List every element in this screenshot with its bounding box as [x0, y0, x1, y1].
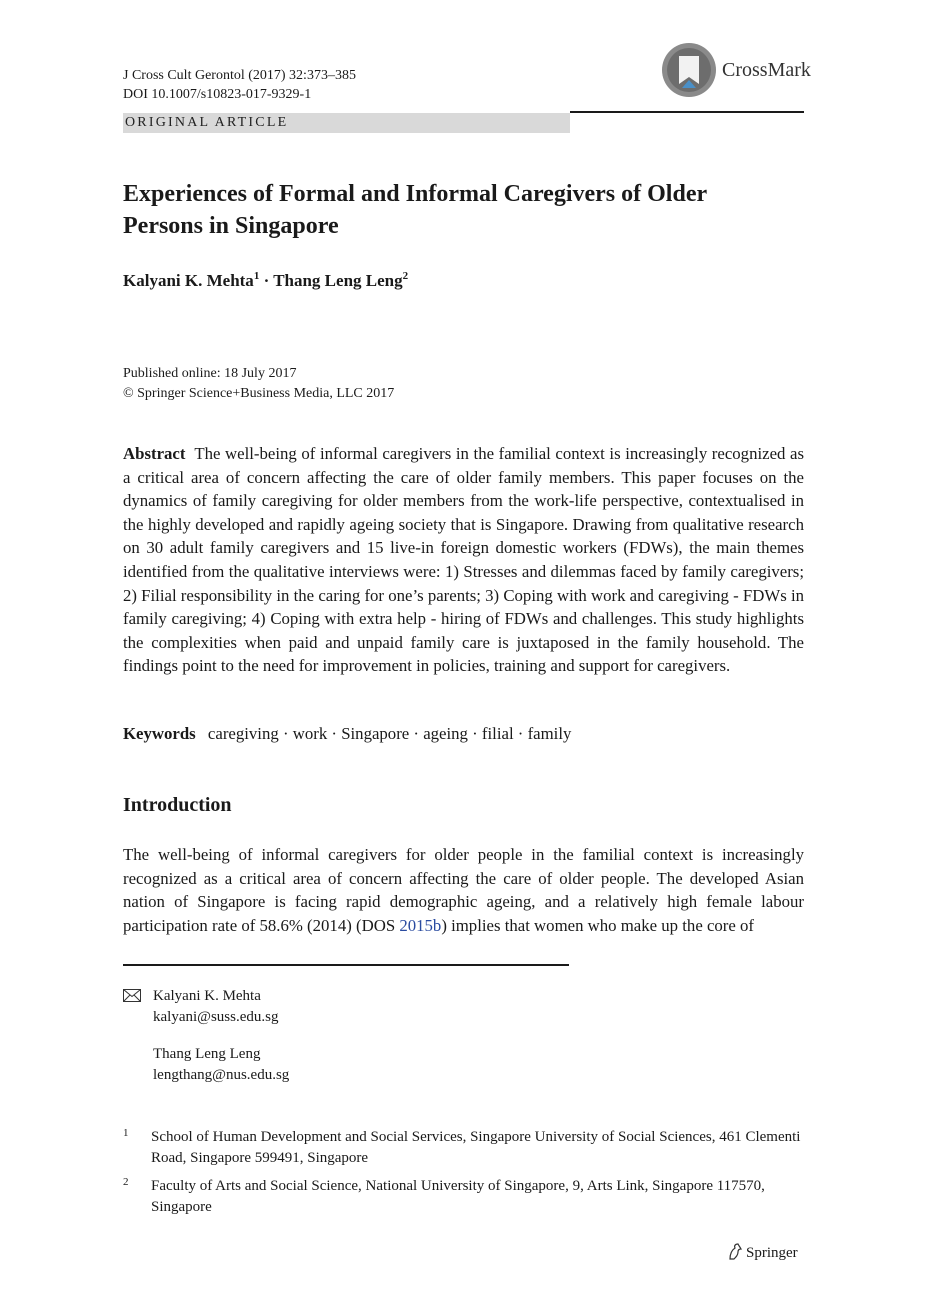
- journal-header: [123, 66, 356, 104]
- header-rule: [570, 111, 804, 113]
- keywords-label: Keywords: [123, 724, 196, 743]
- journal-citation: J Cross Cult Gerontol (2017) 32:373–385: [123, 68, 356, 83]
- crossmark-badge[interactable]: [660, 42, 810, 98]
- paper-title: [123, 178, 803, 242]
- publication-info: [123, 364, 394, 403]
- title-line-2: Persons in Singapore: [123, 213, 339, 239]
- crossmark-icon: [660, 42, 718, 98]
- article-type-banner: ORIGINAL ARTICLE: [123, 113, 570, 133]
- publisher-name: Springer: [746, 1245, 798, 1261]
- author-name[interactable]: Kalyani K. Mehta: [123, 271, 254, 290]
- crossmark-label: CrossMark: [722, 59, 811, 81]
- abstract-text: The well-being of informal caregivers in the familial context is increasingly recognized as a critical area of concern affecting the care of older family members. This paper focuses on the dynamics of family caregiving for older members from the work-life perspective, contextualised in the highly developed and rapidly ageing society that is Singapore. Drawing from qualitative research on 30 adult family caregivers and 15 live-in foreign domestic workers (FDWs), the main themes identified from the qualitative interviews were: 1) Stresses and dilemmas faced by family caregivers; 2) Filial responsibility in the caring for one’s parents; 3) Coping with work and caregiving - FDWs in family caregiving; 4) Coping with extra help - hiring of FDWs and challenges. This study highlights the complexities when paid and unpaid family care is juxtaposed in the family household. The findings point to the need for improvement in policies, training and support for caregivers.: [123, 444, 804, 676]
- affiliation-text: School of Human Development and Social Services, Singapore University of Social Sciences, 461 Clementi Road, Singapore 599491, Singapore: [151, 1129, 801, 1166]
- intro-text: ) implies that women who make up the core of: [441, 915, 755, 935]
- affiliation-marker[interactable]: 2: [402, 270, 409, 282]
- contact-email[interactable]: lengthang@nus.edu.sg: [153, 1066, 290, 1083]
- author-separator: ·: [263, 271, 270, 290]
- doi[interactable]: DOI 10.1007/s10823-017-9329-1: [123, 87, 312, 102]
- contact-name: Thang Leng Leng: [153, 1046, 261, 1062]
- abstract-label: Abstract: [123, 444, 186, 463]
- intro-text: The well-being of informal caregivers for older people in the familial context is increasingly recognized as a critical area of concern affecting the care of older people. The developed Asian nation of Singapore is facing rapid demographic ageing, and a relatively high female labour participation rate of 58.6% (2014) (DOS: [123, 845, 804, 935]
- author-list: [123, 270, 408, 291]
- affiliation-number: 1: [123, 1127, 129, 1139]
- envelope-icon: [123, 989, 141, 1002]
- citation-link[interactable]: 2015b: [399, 915, 442, 935]
- published-date: Published online: 18 July 2017: [123, 366, 297, 381]
- affiliation-marker[interactable]: 1: [253, 270, 260, 282]
- contact-name: Kalyani K. Mehta: [153, 988, 261, 1004]
- publisher-logo: [727, 1243, 798, 1262]
- affiliation-number: 2: [123, 1176, 129, 1188]
- section-heading: Introduction: [123, 794, 232, 816]
- footnote-rule: [123, 964, 569, 966]
- abstract: [123, 442, 804, 678]
- keywords-list: caregiving · work · Singapore · ageing · filial · family: [207, 724, 572, 743]
- keywords: [123, 724, 571, 744]
- affiliation-text: Faculty of Arts and Social Science, National University of Singapore, 9, Arts Link, Singapore 117570, Singapore: [151, 1178, 765, 1215]
- springer-horse-icon: [727, 1243, 743, 1260]
- introduction-paragraph: [123, 843, 804, 937]
- corresponding-author: [123, 986, 523, 1086]
- title-line-1: Experiences of Formal and Informal Caregivers of Older: [123, 181, 708, 207]
- contact-email[interactable]: kalyani@suss.edu.sg: [153, 1008, 279, 1025]
- copyright-notice: © Springer Science+Business Media, LLC 2017: [123, 385, 395, 401]
- author-name[interactable]: Thang Leng Leng: [273, 271, 403, 290]
